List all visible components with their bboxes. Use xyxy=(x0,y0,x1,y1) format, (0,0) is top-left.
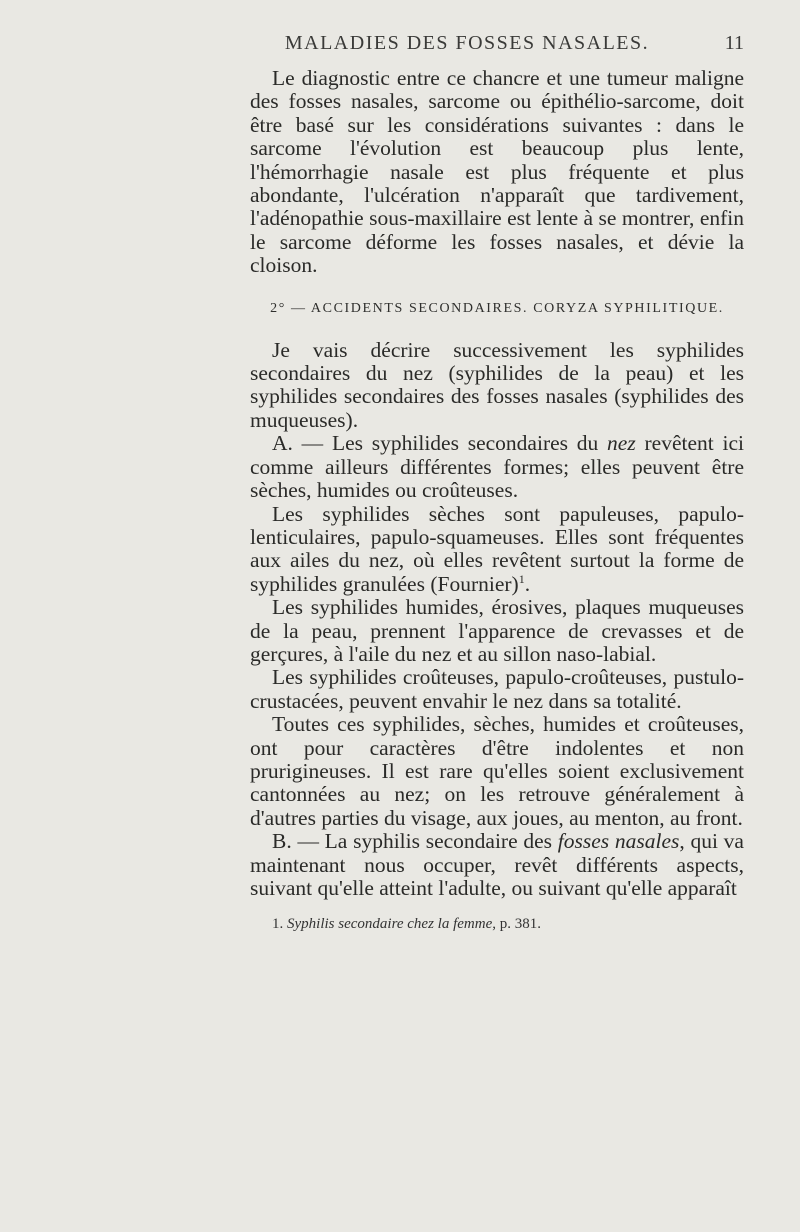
text-span: B. — La syphilis secondaire des xyxy=(272,829,558,854)
paragraph-humid-syphilides: Les syphilides humides, érosives, plaques muqueuses de la peau, prennent l'apparence de crevasses et de gerçures, à l'aile du nez et au sillon naso-labial. xyxy=(250,595,744,666)
paragraph-intro: Je vais décrire successivement les syphilides secondaires du nez (syphilides de la peau) et les syphilides secondaires des fosses nasales (syphilides des muqueuses). xyxy=(250,337,744,432)
paragraph-crusty-syphilides: Les syphilides croûteuses, papulo-croûteuses, pustulo-crustacées, peuvent envahir le nez dans sa totalité. xyxy=(250,665,744,713)
paragraph-a-nose xyxy=(250,432,744,502)
text-span: A. — Les syphilides secondaires du xyxy=(272,431,608,456)
text-span: Les syphilides sèches sont papuleuses, papulo-lenticulaires, papulo-squameuses. Elles sont fréquentes aux ailes du nez, où elles revêtent surtout la forme de syphilides granulées (Fournier) xyxy=(250,501,744,596)
paragraph-b-nasal-fossae xyxy=(250,830,744,900)
text-span: revêtent ici comme ailleurs différentes formes; elles peuvent être sèches, humides ou croûteuses. xyxy=(250,431,744,503)
footnote-title: Syphilis secondaire chez la femme xyxy=(287,916,493,933)
text-span: , qui va maintenant nous occuper, revêt différents aspects, suivant qu'elle atteint l'adulte, ou suivant qu'elle apparaît xyxy=(250,829,744,900)
page-number: 11 xyxy=(724,32,744,54)
running-title: MALADIES DES FOSSES NASALES. xyxy=(284,32,650,54)
italic-term: nez xyxy=(607,431,636,456)
footnote xyxy=(250,914,744,934)
footnote-reference: 1 xyxy=(518,571,525,586)
footnote-rest: , p. 381. xyxy=(492,916,541,933)
section-heading: 2° — ACCIDENTS SECONDAIRES. CORYZA SYPHILITIQUE. xyxy=(270,300,724,316)
text-span: . xyxy=(524,571,531,596)
paragraph-characteristics: Toutes ces syphilides, sèches, humides et croûteuses, ont pour caractères d'être indolentes et non prurigineuses. Il est rare qu'elles soient exclusivement cantonnées au nez; on les retrouve généralement à d'autres parties du visage, aux joues, au menton, au front. xyxy=(250,712,744,830)
paragraph-diagnostic: Le diagnostic entre ce chancre et une tumeur maligne des fosses nasales, sarcome ou épithélio-sarcome, doit être basé sur les considérations suivantes : dans le sarcome l'évolution est beaucoup plus lente, l'hémorrhagie nasale est plus fréquente et plus abondante, l'ulcération n'apparaît que tardivement, l'adénopathie sous-maxillaire est lente à se montrer, enfin le sarcome déforme les fosses nasales, et dévie la cloison. xyxy=(250,66,744,278)
italic-term: fosses nasales xyxy=(557,829,680,854)
footnote-number: 1. xyxy=(272,916,287,933)
paragraph-dry-syphilides xyxy=(250,503,744,597)
running-head xyxy=(250,26,744,60)
